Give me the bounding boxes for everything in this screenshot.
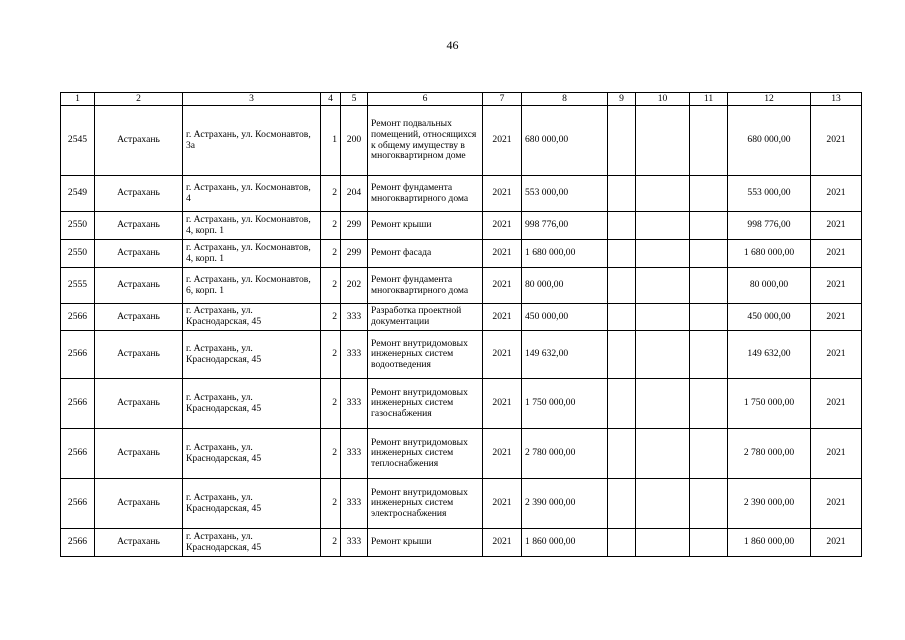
table-row (61, 212, 862, 240)
work-type: Ремонт внутридомовых инженерных систем газоснабжения (368, 379, 483, 429)
col-10 (636, 331, 690, 379)
col-4: 2 (321, 176, 341, 212)
register-table (60, 92, 862, 557)
column-header: 6 (368, 93, 483, 106)
col-11 (690, 240, 728, 268)
col-10 (636, 212, 690, 240)
column-header: 9 (608, 93, 636, 106)
column-number-row (61, 93, 862, 106)
address: г. Астрахань, ул. Космонавтов, 4, корп. 1 (183, 240, 321, 268)
municipality: Астрахань (95, 331, 183, 379)
table-row (61, 379, 862, 429)
cost-total: 1 680 000,00 (728, 240, 811, 268)
record-id: 2550 (61, 240, 95, 268)
cost-total: 680 000,00 (728, 106, 811, 176)
col-9 (608, 268, 636, 304)
cost: 998 776,00 (522, 212, 608, 240)
table-row (61, 529, 862, 557)
record-id: 2566 (61, 379, 95, 429)
column-header: 12 (728, 93, 811, 106)
cost: 553 000,00 (522, 176, 608, 212)
col-11 (690, 212, 728, 240)
col-9 (608, 429, 636, 479)
col-10 (636, 379, 690, 429)
work-type: Ремонт крыши (368, 529, 483, 557)
cost-total: 1 750 000,00 (728, 379, 811, 429)
municipality: Астрахань (95, 106, 183, 176)
municipality: Астрахань (95, 176, 183, 212)
record-id: 2566 (61, 304, 95, 331)
table-row (61, 106, 862, 176)
column-header: 4 (321, 93, 341, 106)
column-header: 2 (95, 93, 183, 106)
municipality: Астрахань (95, 240, 183, 268)
col-10 (636, 304, 690, 331)
year: 2021 (483, 479, 522, 529)
column-header: 5 (341, 93, 368, 106)
col-11 (690, 176, 728, 212)
column-header: 11 (690, 93, 728, 106)
address: г. Астрахань, ул. Краснодарская, 45 (183, 331, 321, 379)
col-10 (636, 529, 690, 557)
col-11 (690, 106, 728, 176)
cost-total: 149 632,00 (728, 331, 811, 379)
cost-total: 998 776,00 (728, 212, 811, 240)
cost-total: 450 000,00 (728, 304, 811, 331)
year-end: 2021 (811, 106, 862, 176)
cost-total: 2 780 000,00 (728, 429, 811, 479)
col-9 (608, 479, 636, 529)
col-5: 200 (341, 106, 368, 176)
col-9 (608, 176, 636, 212)
municipality: Астрахань (95, 479, 183, 529)
col-5: 333 (341, 304, 368, 331)
record-id: 2566 (61, 331, 95, 379)
col-11 (690, 479, 728, 529)
col-11 (690, 529, 728, 557)
work-type: Ремонт внутридомовых инженерных систем водоотведения (368, 331, 483, 379)
col-5: 333 (341, 379, 368, 429)
record-id: 2550 (61, 212, 95, 240)
year: 2021 (483, 176, 522, 212)
year-end: 2021 (811, 479, 862, 529)
col-4: 2 (321, 479, 341, 529)
municipality: Астрахань (95, 429, 183, 479)
work-type: Ремонт внутридомовых инженерных систем теплоснабжения (368, 429, 483, 479)
column-header: 3 (183, 93, 321, 106)
year: 2021 (483, 379, 522, 429)
municipality: Астрахань (95, 268, 183, 304)
address: г. Астрахань, ул. Космонавтов, 4, корп. 1 (183, 212, 321, 240)
col-9 (608, 212, 636, 240)
col-4: 2 (321, 212, 341, 240)
col-11 (690, 429, 728, 479)
col-5: 204 (341, 176, 368, 212)
work-type: Ремонт внутридомовых инженерных систем электроснабжения (368, 479, 483, 529)
col-5: 333 (341, 529, 368, 557)
year-end: 2021 (811, 331, 862, 379)
address: г. Астрахань, ул. Космонавтов, 4 (183, 176, 321, 212)
record-id: 2549 (61, 176, 95, 212)
col-4: 2 (321, 304, 341, 331)
record-id: 2545 (61, 106, 95, 176)
cost-total: 1 860 000,00 (728, 529, 811, 557)
col-9 (608, 529, 636, 557)
col-5: 333 (341, 331, 368, 379)
col-10 (636, 479, 690, 529)
cost-total: 80 000,00 (728, 268, 811, 304)
col-11 (690, 379, 728, 429)
col-10 (636, 240, 690, 268)
col-9 (608, 331, 636, 379)
col-10 (636, 429, 690, 479)
col-5: 299 (341, 240, 368, 268)
col-10 (636, 268, 690, 304)
record-id: 2555 (61, 268, 95, 304)
column-header: 1 (61, 93, 95, 106)
col-4: 2 (321, 379, 341, 429)
year-end: 2021 (811, 529, 862, 557)
column-header: 8 (522, 93, 608, 106)
cost: 2 390 000,00 (522, 479, 608, 529)
column-header: 10 (636, 93, 690, 106)
address: г. Астрахань, ул. Космонавтов, 6, корп. 1 (183, 268, 321, 304)
work-type: Ремонт фундамента многоквартирного дома (368, 268, 483, 304)
work-type: Ремонт крыши (368, 212, 483, 240)
year: 2021 (483, 529, 522, 557)
table-row (61, 331, 862, 379)
cost: 1 750 000,00 (522, 379, 608, 429)
year: 2021 (483, 268, 522, 304)
work-type: Разработка проектной документации (368, 304, 483, 331)
column-header: 13 (811, 93, 862, 106)
municipality: Астрахань (95, 529, 183, 557)
municipality: Астрахань (95, 212, 183, 240)
col-5: 299 (341, 212, 368, 240)
year-end: 2021 (811, 304, 862, 331)
table-row (61, 268, 862, 304)
address: г. Астрахань, ул. Краснодарская, 45 (183, 304, 321, 331)
cost: 80 000,00 (522, 268, 608, 304)
col-4: 2 (321, 429, 341, 479)
record-id: 2566 (61, 429, 95, 479)
table-row (61, 240, 862, 268)
address: г. Астрахань, ул. Краснодарская, 45 (183, 379, 321, 429)
col-10 (636, 106, 690, 176)
col-11 (690, 304, 728, 331)
municipality: Астрахань (95, 304, 183, 331)
work-type: Ремонт фасада (368, 240, 483, 268)
table-row (61, 304, 862, 331)
col-11 (690, 331, 728, 379)
year-end: 2021 (811, 240, 862, 268)
year-end: 2021 (811, 212, 862, 240)
year: 2021 (483, 429, 522, 479)
year-end: 2021 (811, 429, 862, 479)
cost: 149 632,00 (522, 331, 608, 379)
address: г. Астрахань, ул. Краснодарская, 45 (183, 529, 321, 557)
col-4: 2 (321, 529, 341, 557)
municipality: Астрахань (95, 379, 183, 429)
col-9 (608, 379, 636, 429)
cost: 1 680 000,00 (522, 240, 608, 268)
col-5: 202 (341, 268, 368, 304)
year: 2021 (483, 331, 522, 379)
year: 2021 (483, 212, 522, 240)
cost-total: 553 000,00 (728, 176, 811, 212)
record-id: 2566 (61, 529, 95, 557)
year-end: 2021 (811, 268, 862, 304)
year: 2021 (483, 240, 522, 268)
address: г. Астрахань, ул. Краснодарская, 45 (183, 429, 321, 479)
col-4: 2 (321, 268, 341, 304)
cost: 680 000,00 (522, 106, 608, 176)
year-end: 2021 (811, 176, 862, 212)
column-header: 7 (483, 93, 522, 106)
col-5: 333 (341, 429, 368, 479)
col-10 (636, 176, 690, 212)
address: г. Астрахань, ул. Космонавтов, 3а (183, 106, 321, 176)
work-type: Ремонт фундамента многоквартирного дома (368, 176, 483, 212)
col-4: 1 (321, 106, 341, 176)
col-9 (608, 304, 636, 331)
col-5: 333 (341, 479, 368, 529)
record-id: 2566 (61, 479, 95, 529)
col-9 (608, 240, 636, 268)
table-row (61, 176, 862, 212)
cost: 450 000,00 (522, 304, 608, 331)
year: 2021 (483, 106, 522, 176)
cost: 1 860 000,00 (522, 529, 608, 557)
table-row (61, 429, 862, 479)
year-end: 2021 (811, 379, 862, 429)
col-9 (608, 106, 636, 176)
work-type: Ремонт подвальных помещений, относящихся к общему имуществу в многоквартирном доме (368, 106, 483, 176)
table-row (61, 479, 862, 529)
cost-total: 2 390 000,00 (728, 479, 811, 529)
cost: 2 780 000,00 (522, 429, 608, 479)
col-4: 2 (321, 331, 341, 379)
address: г. Астрахань, ул. Краснодарская, 45 (183, 479, 321, 529)
col-11 (690, 268, 728, 304)
page-number: 46 (446, 38, 459, 52)
year: 2021 (483, 304, 522, 331)
col-4: 2 (321, 240, 341, 268)
